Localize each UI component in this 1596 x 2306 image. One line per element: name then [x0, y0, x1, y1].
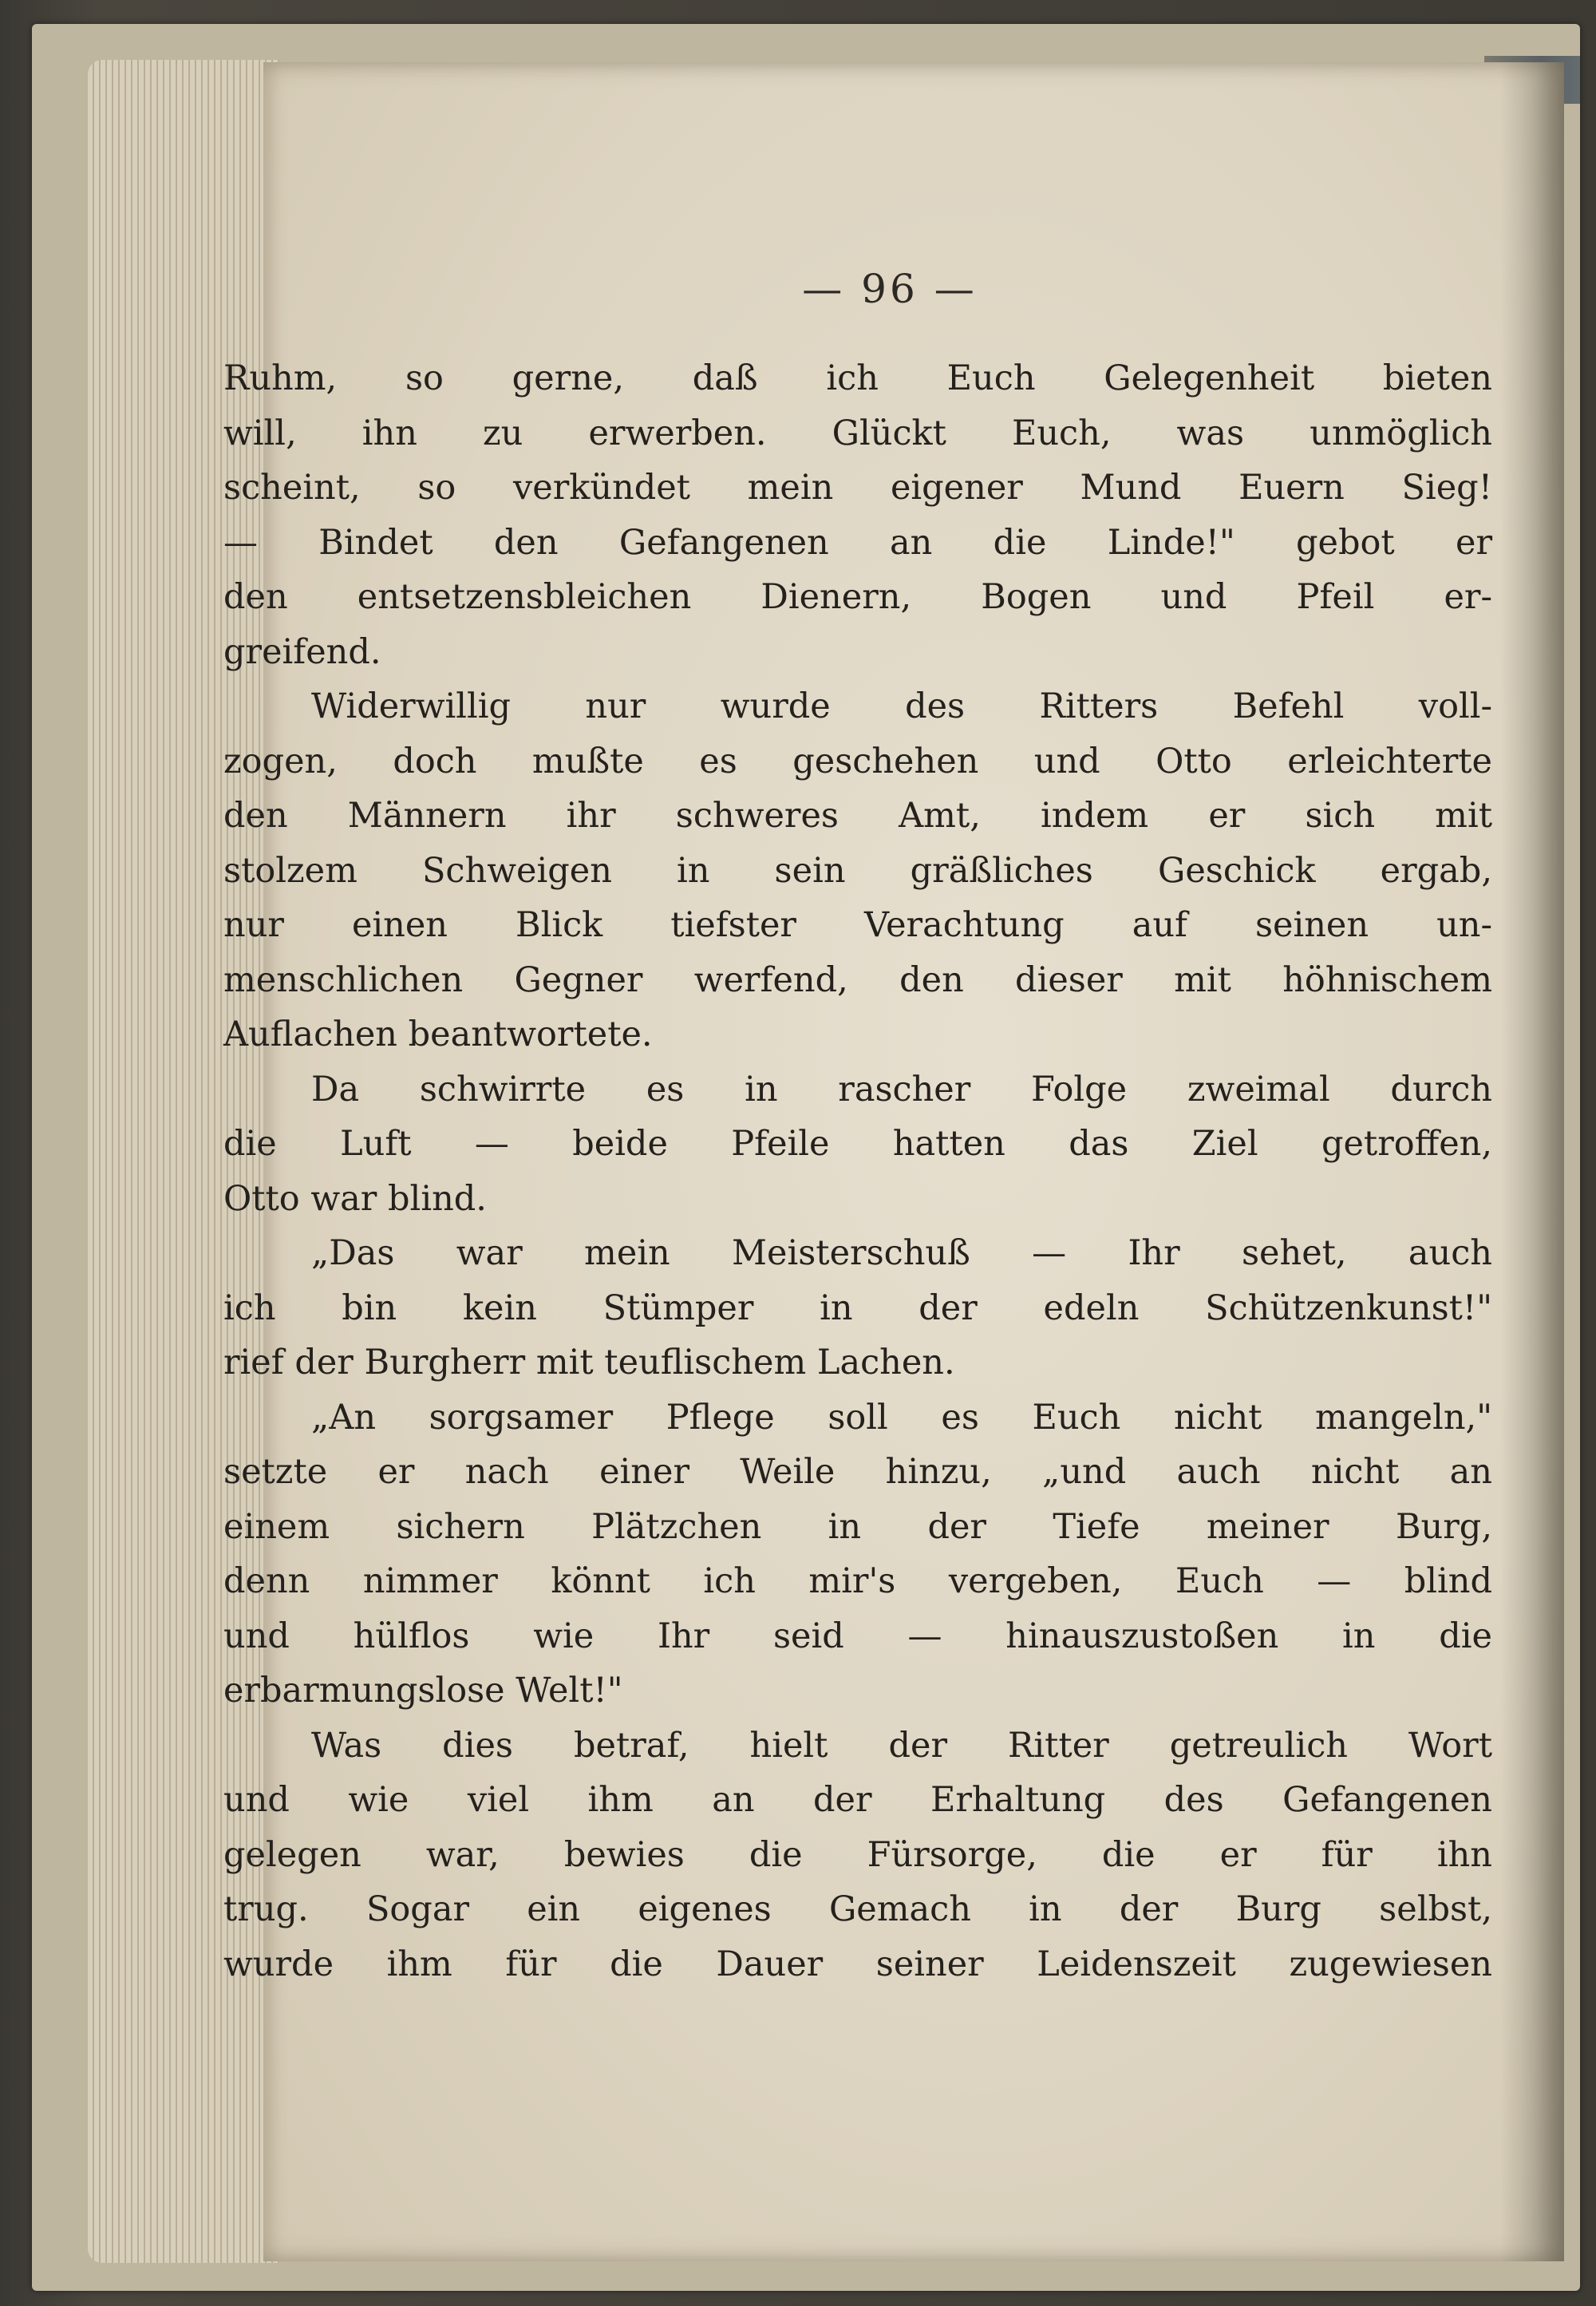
text-line: Was dies betraf, hielt der Ritter getreulich Wort: [311, 1725, 1492, 1766]
text-line: die Luft — beide Pfeile hatten das Ziel getroffen,: [223, 1124, 1492, 1164]
text-line: einem sichern Plätzchen in der Tiefe meiner Burg,: [223, 1506, 1492, 1547]
page-number: — 96 —: [802, 266, 978, 312]
text-line: ich bin kein Stümper in der edeln Schützenkunst!": [223, 1287, 1492, 1328]
text-line: scheint, so verkündet mein eigener Mund Euern Sieg!: [223, 468, 1492, 508]
text-line: rief der Burgherr mit teuflischem Lachen.: [223, 1343, 955, 1382]
text-line: setzte er nach einer Weile hinzu, „und auch nicht an: [223, 1452, 1492, 1492]
text-line: denn nimmer könnt ich mir's vergeben, Euch — blind: [223, 1561, 1492, 1601]
text-block: [223, 351, 1492, 1992]
text-line: will, ihn zu erwerben. Glückt Euch, was unmöglich: [223, 413, 1492, 453]
text-line: erbarmungslose Welt!": [223, 1671, 623, 1711]
text-line: Da schwirrte es in rascher Folge zweimal durch: [311, 1069, 1492, 1109]
text-line: gelegen war, bewies die Fürsorge, die er für ihn: [223, 1834, 1492, 1875]
text-line: „An sorgsamer Pflege soll es Euch nicht mangeln,": [311, 1397, 1492, 1438]
text-line: menschlichen Gegner werfend, den dieser mit höhnischem: [223, 959, 1492, 1000]
text-line: und wie viel ihm an der Erhaltung des Gefangenen: [223, 1780, 1492, 1820]
text-line: stolzem Schweigen in sein gräßliches Geschick ergab,: [223, 850, 1492, 891]
text-line: nur einen Blick tiefster Verachtung auf seinen un-: [223, 905, 1492, 945]
text-line: trug. Sogar ein eigenes Gemach in der Burg selbst,: [223, 1889, 1492, 1929]
text-line: Otto war blind.: [223, 1178, 487, 1219]
gutter-shadow: [1500, 62, 1564, 2261]
text-line: Ruhm, so gerne, daß ich Euch Gelegenheit bieten: [223, 358, 1492, 398]
text-line: den entsetzensbleichen Dienern, Bogen und Pfeil er-: [223, 577, 1492, 617]
text-line: wurde ihm für die Dauer seiner Leidenszeit zugewiesen: [223, 1944, 1492, 1984]
text-line: Widerwillig nur wurde des Ritters Befehl voll-: [311, 686, 1492, 726]
text-line: greifend.: [223, 631, 381, 672]
text-line: zogen, doch mußte es geschehen und Otto erleichterte: [223, 741, 1492, 781]
text-line: den Männern ihr schweres Amt, indem er sich mit: [223, 796, 1492, 836]
text-line: — Bindet den Gefangenen an die Linde!" gebot er: [223, 522, 1492, 563]
text-line: „Das war mein Meisterschuß — Ihr sehet, auch: [311, 1233, 1492, 1273]
text-line: Auflachen beantwortete.: [223, 1015, 653, 1054]
text-line: und hülflos wie Ihr seid — hinauszustoßen in die: [223, 1616, 1492, 1656]
